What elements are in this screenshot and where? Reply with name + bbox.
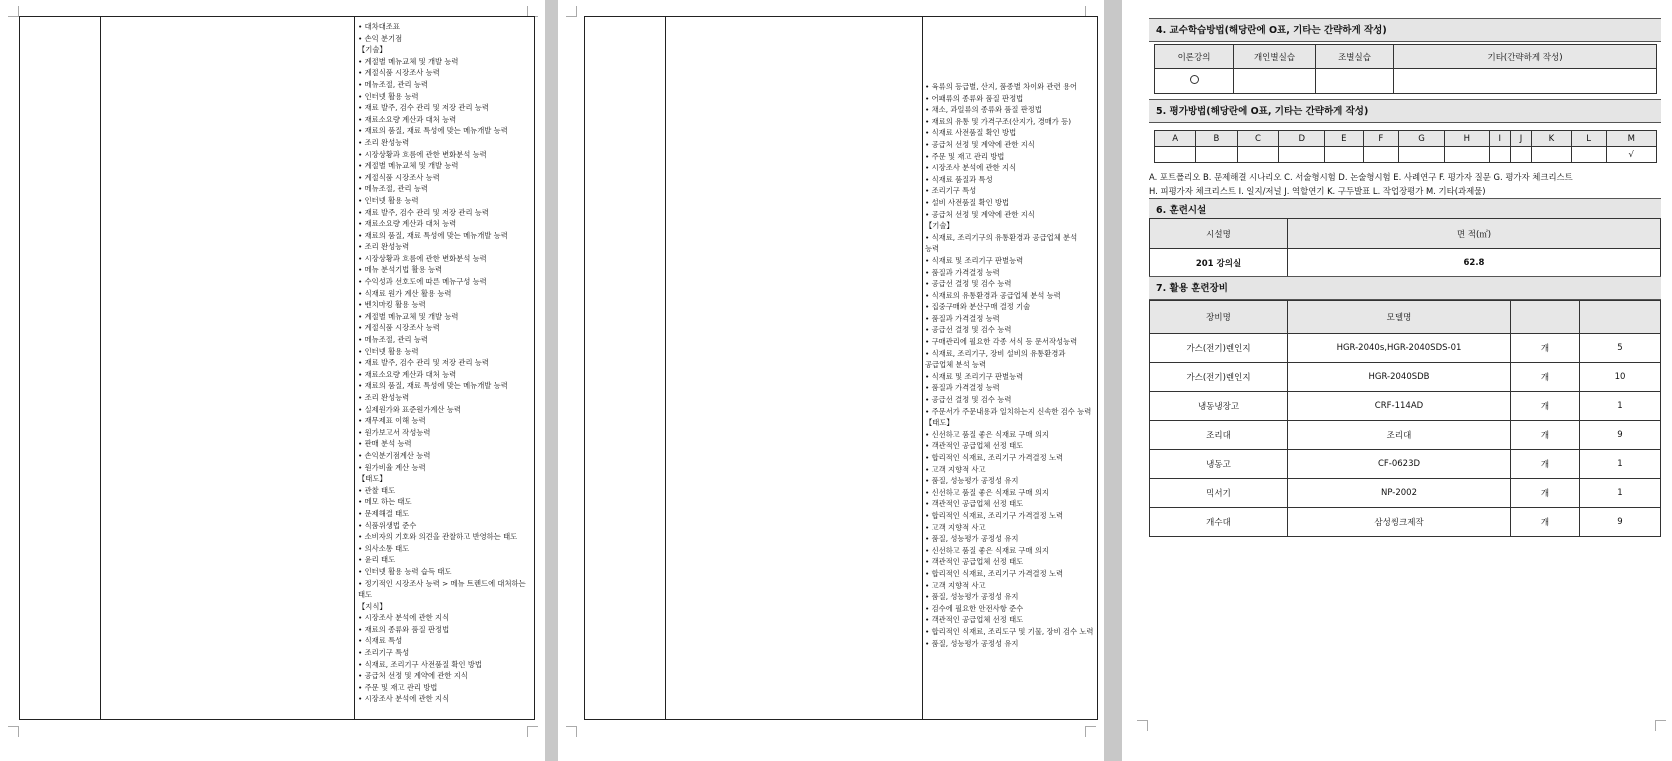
equipment-table: [1149, 300, 1661, 537]
content-line: • 고객 지향적 사고: [925, 580, 986, 590]
content-line: • 품질, 성능평가 공정성 유지: [925, 638, 1019, 648]
content-line: • 객관적인 공급업체 선정 태도: [925, 441, 1024, 451]
evaluation-mark-cell: [1510, 147, 1531, 163]
content-line: • 설비 사전품질 확인 방법: [925, 197, 1010, 207]
method-mark-cell: [1316, 69, 1394, 94]
equipment-row: [1150, 508, 1661, 537]
content-line: • 집중구매와 분산구매 결정 기술: [925, 302, 1031, 312]
evaluation-letter: C: [1237, 131, 1279, 147]
evaluation-letter: D: [1279, 131, 1325, 147]
content-line: • 합리적인 식재료, 조리도구 및 기물, 장비 검수 노력: [925, 626, 1094, 636]
content-line: • 의사소통 태도: [358, 543, 410, 553]
method-header: 기타(간략하게 작성): [1394, 45, 1657, 69]
method-mark-cell: [1394, 69, 1657, 94]
content-line: • 주문서가 주문내용과 일치하는지 신속한 검수 능력: [925, 406, 1092, 416]
method-header: 이론강의: [1155, 45, 1234, 69]
evaluation-mark-cell: [1155, 147, 1196, 163]
content-line: • 신선하고 품질 좋은 식재료 구매 의지: [925, 487, 1049, 497]
evaluation-letter: F: [1363, 131, 1399, 147]
content-line: 태도: [358, 590, 373, 600]
content-line: • 재료의 품질, 재료 특성에 맞는 메뉴개발 능력: [358, 230, 508, 240]
content-line: • 소비자의 기호와 의견을 관찰하고 반영하는 태도: [358, 532, 518, 542]
crop-mark: [566, 6, 577, 17]
evaluation-mark-cell: [1444, 147, 1489, 163]
content-line: • 재료소요량 계산과 대처 능력: [358, 114, 457, 124]
content-line: 【태도】: [925, 418, 954, 428]
content-line: • 조리기구 특성: [925, 186, 977, 196]
content-text-column: [925, 81, 1097, 649]
column-divider: [100, 17, 101, 719]
content-line: • 식재료, 조리기구 사전품질 확인 방법: [358, 659, 482, 669]
equipment-unit-cell: 개: [1511, 479, 1580, 508]
content-line: • 공급처 선정 및 계약에 관한 지식: [358, 671, 468, 681]
content-line: • 조리 완성능력: [358, 242, 410, 252]
equipment-model-cell: 조리대: [1288, 421, 1511, 450]
content-line: • 벤치마킹 활용 능력: [358, 300, 426, 310]
evaluation-mark-cell: [1489, 147, 1510, 163]
evaluation-method-table: [1154, 130, 1657, 163]
content-line: • 공급처 선정 및 계약에 관한 지식: [925, 139, 1035, 149]
content-line: • 재료 발주, 검수 관리 및 저장 관리 능력: [358, 358, 489, 368]
equipment-model-cell: CRF-114AD: [1288, 392, 1511, 421]
content-line: 공급업체 분석 능력: [925, 360, 987, 370]
content-line: • 재료 발주, 검수 관리 및 저장 관리 능력: [358, 103, 489, 113]
equipment-header: [1511, 301, 1580, 334]
facility-area-cell: 62.8: [1288, 249, 1661, 278]
content-line: • 검수에 필요한 안전사항 준수: [925, 603, 1024, 613]
content-line: • 객관적인 공급업체 선정 태도: [925, 499, 1024, 509]
equipment-qty-cell: 1: [1580, 479, 1661, 508]
equipment-name-cell: 개수대: [1150, 508, 1288, 537]
evaluation-letter: I: [1489, 131, 1510, 147]
content-line: • 원가보고서 작성능력: [358, 427, 431, 437]
content-line: • 공급처 선정 및 계약에 관한 지식: [925, 209, 1035, 219]
equipment-qty-cell: 9: [1580, 421, 1661, 450]
content-line: • 조리기구 특성: [358, 648, 410, 658]
evaluation-mark-cell: [1237, 147, 1279, 163]
content-line: • 조리 완성능력: [358, 393, 410, 402]
facility-table: [1149, 218, 1661, 278]
content-line: • 재료의 유통 및 가격구조(산지가, 경매가 등): [925, 116, 1072, 126]
evaluation-mark-cell: [1363, 147, 1399, 163]
equipment-name-cell: 조리대: [1150, 421, 1288, 450]
equipment-row: [1150, 334, 1661, 363]
evaluation-legend-line-2: H. 피평가자 체크리스트 I. 일지/저널 J. 역할연기 K. 구두발표 L. 작업장평가 M. 기타(과제물): [1149, 186, 1486, 196]
content-line: 능력: [925, 244, 940, 254]
section-5-title: 5. 평가방법(해당란에 O표, 기타는 간략하게 작성): [1149, 99, 1661, 123]
crop-mark: [566, 726, 577, 737]
equipment-name-cell: 가스(전기)렌인지: [1150, 334, 1288, 363]
equipment-row: [1150, 392, 1661, 421]
content-line: • 구매관리에 필요한 각종 서식 등 문서작성능력: [925, 337, 1078, 347]
equipment-unit-cell: 개: [1511, 421, 1580, 450]
equipment-row: [1150, 421, 1661, 450]
equipment-qty-cell: 10: [1580, 363, 1661, 392]
equipment-header: 모델명: [1288, 301, 1511, 334]
content-line: • 대차대조표: [358, 22, 400, 31]
content-text-column: [358, 21, 534, 705]
equipment-model-cell: NP-2002: [1288, 479, 1511, 508]
facility-header: 면 적(㎡): [1288, 219, 1661, 249]
content-line: • 식재료, 조리기구의 유통환경과 공급업체 분석: [925, 232, 1078, 242]
content-line: 【기술】: [925, 221, 954, 231]
equipment-unit-cell: 개: [1511, 508, 1580, 537]
content-line: • 품질과 가격결정 능력: [925, 267, 1000, 277]
content-line: • 식재료 원가 계산 활용 능력: [358, 288, 452, 298]
content-line: • 손익 분기점: [358, 33, 403, 43]
content-line: • 신선하고 품질 좋은 식재료 구매 의지: [925, 545, 1049, 555]
content-line: • 계절식품 시장조사 능력: [358, 323, 440, 333]
circle-mark-icon: [1190, 75, 1199, 84]
content-line: • 윤리 태도: [358, 555, 396, 565]
evaluation-letter: L: [1571, 131, 1606, 147]
content-line: • 공급선 결정 및 검수 능력: [925, 325, 1012, 335]
content-table: [584, 16, 1098, 720]
content-line: • 주문 및 재고 관리 방법: [925, 151, 1005, 161]
content-line: • 품질과 가격결정 능력: [925, 383, 1000, 393]
content-line: • 재료의 종류와 품질 판정법: [358, 624, 450, 634]
equipment-header: 장비명: [1150, 301, 1288, 334]
content-line: • 수익성과 선호도에 따른 메뉴구성 능력: [358, 277, 487, 287]
content-line: • 인터넷 활용 능력: [358, 91, 419, 101]
crop-mark: [8, 726, 19, 737]
document-page-2: [558, 0, 1104, 761]
content-line: • 계절별 메뉴교체 및 개발 능력: [358, 311, 459, 321]
content-line: • 계절별 메뉴교체 및 개발 능력: [358, 56, 459, 66]
facility-header: 시설명: [1150, 219, 1288, 249]
equipment-qty-cell: 1: [1580, 450, 1661, 479]
evaluation-letter: B: [1196, 131, 1237, 147]
method-mark-cell: [1155, 69, 1234, 94]
content-line: • 시장조사 분석에 관한 지식: [925, 163, 1017, 173]
content-line: • 손익분기점계산 능력: [358, 450, 431, 460]
equipment-unit-cell: 개: [1511, 334, 1580, 363]
content-line: • 식재료, 조리기구, 장비 설비의 유통환경과: [925, 348, 1066, 358]
content-line: • 시장조사 분석에 관한 지식: [358, 613, 450, 623]
content-line: • 재료의 품질, 재료 특성에 맞는 메뉴개발 능력: [358, 126, 508, 136]
equipment-name-cell: 냉동고: [1150, 450, 1288, 479]
content-line: • 계절식품 시장조사 능력: [358, 172, 440, 182]
evaluation-mark-cell: [1399, 147, 1445, 163]
equipment-row: [1150, 479, 1661, 508]
document-page-1: [0, 0, 545, 761]
content-line: • 계절별 메뉴교체 및 개발 능력: [358, 161, 459, 171]
section-4-title: 4. 교수학습방법(해당란에 O표, 기타는 간략하게 작성): [1149, 18, 1661, 42]
content-line: • 인터넷 활용 능력: [358, 195, 419, 205]
equipment-unit-cell: 개: [1511, 392, 1580, 421]
evaluation-legend-line-1: A. 포트폴리오 B. 문제해결 시나리오 C. 서술형시험 D. 논술형시험 E. 사례연구 F. 평가자 질문 G. 평가자 체크리스트: [1149, 172, 1573, 182]
equipment-header: [1580, 301, 1661, 334]
content-line: 【지식】: [358, 601, 387, 611]
content-line: • 판매 분석 능력: [358, 439, 412, 449]
section-7-title: 7. 활용 훈련장비: [1149, 276, 1661, 300]
content-line: • 식재료 및 조리기구 판별능력: [925, 255, 1024, 265]
crop-mark: [8, 6, 19, 17]
content-line: • 식재료의 유통환경과 공급업체 분석 능력: [925, 290, 1061, 300]
equipment-unit-cell: 개: [1511, 450, 1580, 479]
evaluation-letter: G: [1399, 131, 1445, 147]
content-table: [19, 16, 535, 720]
content-line: 【기술】: [358, 45, 387, 55]
document-page-3: [1122, 0, 1672, 761]
content-line: • 식재료 특성: [358, 636, 403, 646]
column-divider: [922, 17, 923, 719]
content-line: • 품질, 성능평가 공정성 유지: [925, 476, 1019, 486]
content-line: • 인터넷 활용 능력 습득 태도: [358, 566, 452, 576]
content-line: • 공급선 결정 및 검수 능력: [925, 395, 1012, 405]
content-line: • 메모 하는 태도: [358, 497, 412, 507]
content-line: • 메뉴 분석기법 활용 능력: [358, 265, 443, 275]
equipment-unit-cell: 개: [1511, 363, 1580, 392]
evaluation-letter: E: [1325, 131, 1363, 147]
crop-mark: [1085, 726, 1096, 737]
content-line: • 어패류의 종류와 품질 판정법: [925, 93, 1024, 103]
content-line: • 계절식품 시장조사 능력: [358, 68, 440, 78]
content-line: • 품질과 가격결정 능력: [925, 313, 1000, 323]
content-line: • 관찰 태도: [358, 485, 396, 495]
content-line: • 메뉴조절, 관리 능력: [358, 335, 428, 345]
content-line: • 합리적인 식재료, 조리기구 가격결정 노력: [925, 510, 1064, 520]
content-line: • 품질, 성능평가 공정성 유지: [925, 592, 1019, 602]
equipment-name-cell: 믹서기: [1150, 479, 1288, 508]
content-line: • 신선하고 품질 좋은 식재료 구매 의지: [925, 429, 1049, 439]
content-line: • 정기적인 시장조사 능력 > 메뉴 트렌드에 대처하는: [358, 578, 526, 588]
content-line: • 재료의 품질, 재료 특성에 맞는 메뉴개발 능력: [358, 381, 508, 391]
content-line: • 식품위생법 준수: [358, 520, 417, 530]
content-line: • 채소, 과일류의 종류와 품질 판정법: [925, 105, 1042, 115]
evaluation-mark-cell: [1532, 147, 1572, 163]
equipment-qty-cell: 5: [1580, 334, 1661, 363]
content-line: • 메뉴조절, 관리 능력: [358, 79, 428, 89]
content-line: • 메뉴조절, 관리 능력: [358, 184, 428, 194]
method-header: 조별실습: [1316, 45, 1394, 69]
content-line: • 공급선 결정 및 검수 능력: [925, 279, 1012, 289]
evaluation-mark-cell: [1279, 147, 1325, 163]
evaluation-mark-cell: [1571, 147, 1606, 163]
content-line: • 원가비율 계산 능력: [358, 462, 426, 472]
content-line: • 고객 지향적 사고: [925, 522, 986, 532]
column-divider: [354, 17, 355, 719]
content-line: • 합리적인 식재료, 조리기구 가격결정 노력: [925, 453, 1064, 462]
equipment-name-cell: 냉동냉장고: [1150, 392, 1288, 421]
evaluation-letter: M: [1606, 131, 1656, 147]
section-6-title: 6. 훈련시설: [1149, 198, 1661, 222]
equipment-model-cell: 삼성씽크제작: [1288, 508, 1511, 537]
method-header: 개인별실습: [1234, 45, 1316, 69]
evaluation-mark-cell: [1196, 147, 1237, 163]
content-line: • 재료소요량 계산과 대처 능력: [358, 369, 457, 379]
content-line: • 시장조사 분석에 관한 지식: [358, 694, 450, 704]
crop-mark: [1137, 720, 1148, 731]
content-line: • 조리 완성능력: [358, 137, 410, 147]
content-line: • 합리적인 식재료, 조리기구 가격결정 노력: [925, 568, 1064, 578]
content-line: • 재료 발주, 검수 관리 및 저장 관리 능력: [358, 207, 489, 217]
evaluation-letter: A: [1155, 131, 1196, 147]
content-line: 【태도】: [358, 474, 387, 484]
equipment-row: [1150, 450, 1661, 479]
crop-mark: [1655, 720, 1666, 731]
content-line: • 객관적인 공급업체 선정 태도: [925, 615, 1024, 625]
evaluation-letter: H: [1444, 131, 1489, 147]
equipment-qty-cell: 9: [1580, 508, 1661, 537]
content-line: • 인터넷 활용 능력: [358, 346, 419, 356]
evaluation-letter: K: [1532, 131, 1572, 147]
content-line: • 주문 및 재고 관리 방법: [358, 682, 438, 692]
evaluation-mark-cell: [1325, 147, 1363, 163]
content-line: • 고객 지향적 사고: [925, 464, 986, 474]
content-line: • 품질, 성능평가 공정성 유지: [925, 534, 1019, 544]
content-line: • 실제원가와 표준원가계산 능력: [358, 404, 461, 414]
equipment-model-cell: CF-0623D: [1288, 450, 1511, 479]
equipment-row: [1150, 363, 1661, 392]
equipment-model-cell: HGR-2040SDB: [1288, 363, 1511, 392]
evaluation-mark-cell: √: [1606, 147, 1656, 163]
content-line: • 객관적인 공급업체 선정 태도: [925, 557, 1024, 567]
content-line: • 시장상황과 흐름에 관한 변화분석 능력: [358, 253, 487, 263]
evaluation-letter: J: [1510, 131, 1531, 147]
content-line: • 식재료 품질과 특성: [925, 174, 993, 184]
column-divider: [665, 17, 666, 719]
equipment-name-cell: 가스(전기)렌인지: [1150, 363, 1288, 392]
crop-mark: [527, 726, 538, 737]
equipment-model-cell: HGR-2040s,HGR-2040SDS-01: [1288, 334, 1511, 363]
method-mark-cell: [1234, 69, 1316, 94]
content-line: • 식재료 사전품질 확인 방법: [925, 128, 1017, 138]
equipment-qty-cell: 1: [1580, 392, 1661, 421]
content-line: • 식재료 및 조리기구 판별능력: [925, 371, 1024, 381]
content-line: • 시장상황과 흐름에 관한 변화분석 능력: [358, 149, 487, 159]
teaching-method-table: [1154, 44, 1657, 94]
content-line: • 문제해결 태도: [358, 508, 410, 518]
facility-name-cell: 201 강의실: [1150, 249, 1288, 278]
content-line: • 육류의 등급별, 산지, 품종별 차이와 관련 용어: [925, 82, 1078, 91]
content-line: • 재료소요량 계산과 대처 능력: [358, 219, 457, 229]
content-line: • 재무제표 이해 능력: [358, 416, 426, 426]
